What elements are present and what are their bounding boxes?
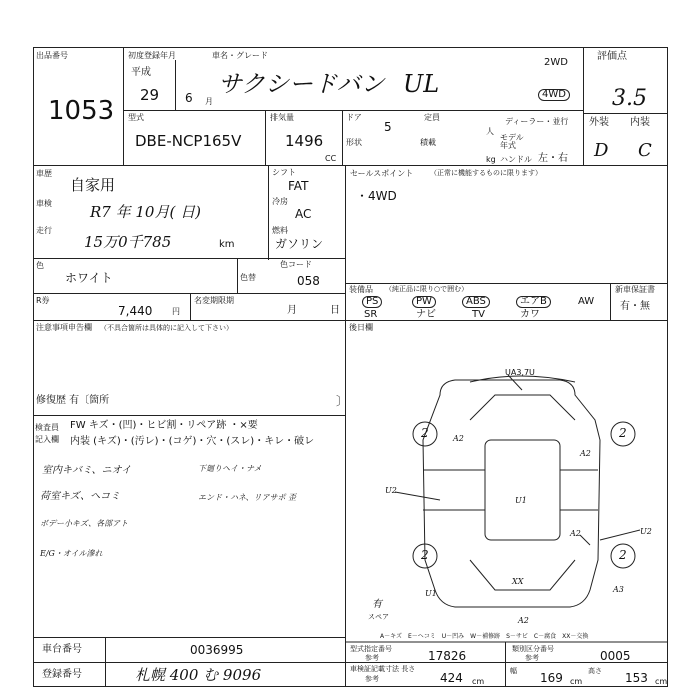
- divider: [345, 407, 346, 687]
- month-unit: 月: [205, 97, 213, 106]
- recycle: 7,440: [118, 304, 153, 318]
- mileage-label: 走行: [36, 226, 52, 235]
- equip-abs: ABS: [462, 296, 490, 308]
- equip-sr: SR: [364, 309, 378, 320]
- km-unit: km: [219, 239, 235, 250]
- width: 169: [540, 671, 563, 685]
- diagram-mark: 2: [619, 548, 627, 562]
- handle: 左・右: [538, 153, 568, 164]
- model-year-label: モデル 年式: [500, 133, 524, 150]
- era: 平成: [131, 67, 151, 78]
- yen-unit: 円: [172, 307, 180, 316]
- name-grade-label: 車名・グレード: [212, 51, 268, 60]
- diagram-legend: A－キズ E－ヘコミ U－凹み W－補修跡 S－サビ C－腐食 XX－交換: [380, 633, 589, 640]
- hand-note: ボデー小キズ、各部アト: [40, 519, 129, 528]
- shape-label: 形状: [346, 138, 362, 147]
- model-code: DBE-NCP165V: [135, 132, 242, 150]
- chassis-label: 車台番号: [42, 644, 82, 655]
- sales-sub: （正常に機能するものに限ります）: [430, 169, 542, 177]
- diagram-mark: A2: [580, 449, 591, 458]
- reg-year-label: 初度登録年月: [128, 51, 176, 60]
- color-code: 058: [297, 274, 320, 288]
- deadline-label: 名変期限期: [194, 296, 234, 305]
- repair-label: 修復歴 有〔箇所: [36, 395, 110, 406]
- reg-year: 29: [140, 86, 160, 104]
- diagram-mark: U1: [425, 589, 437, 598]
- inspection: R7 年 10月( 日): [90, 203, 201, 221]
- diagram-mark: U2: [385, 486, 397, 495]
- repair-close: 〕: [336, 394, 349, 408]
- notes-label: 注意事項申告欄: [36, 323, 92, 332]
- diagram-mark: U1: [515, 496, 527, 505]
- displacement: 1496: [285, 132, 324, 150]
- doors: 5: [384, 120, 392, 134]
- deadline-day: 日: [330, 305, 340, 316]
- divider: [33, 637, 345, 638]
- fuel: ガソリン: [275, 237, 324, 251]
- class-label: 類別区分番号: [512, 645, 554, 653]
- lot-number: 1053: [48, 96, 115, 126]
- equip-pw: PW: [412, 296, 436, 308]
- diagram-mark: 有: [372, 599, 382, 610]
- height-unit: cm: [655, 677, 668, 686]
- diagram-mark: A2: [453, 434, 464, 443]
- int-label: 内装: [630, 117, 650, 128]
- diagram-label: 後日欄: [349, 323, 373, 332]
- doors-label: ドア: [346, 113, 362, 122]
- length: 424: [440, 671, 463, 685]
- warranty-label: 新車保証書: [615, 285, 655, 294]
- inspection-label: 車検: [36, 199, 52, 208]
- color-label: 色: [36, 261, 44, 270]
- car-type: 自家用: [70, 176, 116, 194]
- width-unit: cm: [570, 677, 583, 686]
- height-label: 高さ: [588, 667, 602, 675]
- kg-label: kg: [486, 155, 496, 164]
- diagram-mark: XX: [512, 577, 524, 586]
- ac: AC: [295, 207, 312, 221]
- deadline-month: 月: [287, 305, 297, 316]
- inspect-line2: 内装 (キズ)・(汚レ)・(コゲ)・穴・(スレ)・キレ・破レ: [70, 436, 315, 447]
- equipment-label: 装備品: [349, 285, 373, 294]
- length-unit: cm: [472, 677, 485, 686]
- score: 3.5: [612, 86, 647, 111]
- mileage: 15万0千785: [84, 233, 172, 251]
- diagram-mark: 2: [619, 426, 627, 440]
- load-label: 積載: [420, 138, 436, 147]
- equip-airbag: エアB: [516, 296, 551, 308]
- grade: UL: [403, 70, 440, 98]
- class-sub: 参考: [525, 654, 539, 662]
- hand-note: 室内キバミ、ニオイ: [42, 465, 132, 476]
- diagram-mark: A2: [570, 529, 581, 538]
- model-label: 型式: [128, 113, 144, 122]
- diagram-mark: A3: [613, 585, 624, 594]
- divider: [505, 642, 506, 687]
- height: 153: [625, 671, 648, 685]
- hand-note: 下廻りヘイ・ナメ: [198, 464, 262, 473]
- sales-title: セールスポイント: [350, 169, 414, 178]
- handle-label: ハンドル: [500, 155, 532, 164]
- diagram-mark: 2: [421, 548, 429, 562]
- notes-sub: （不具合箇所は具体的に記入して下さい）: [100, 324, 233, 332]
- ext-label: 外装: [589, 117, 609, 128]
- chassis: 0036995: [190, 643, 244, 657]
- cert-sub: 参考: [365, 654, 379, 662]
- ref-label: 参考: [365, 675, 379, 683]
- length-label: 車検証記載寸法 長さ: [350, 665, 416, 673]
- reg-month: 6: [185, 91, 193, 105]
- plate-label: 登録番号: [42, 669, 82, 680]
- diagram-mark: 2: [421, 426, 429, 440]
- equipment-sub: （純正品に限り○で囲む）: [385, 285, 469, 293]
- drive-2wd: 2WD: [544, 57, 568, 68]
- color-change-label: 色替: [240, 273, 256, 282]
- drive-4wd: 4WD: [538, 89, 570, 101]
- cert: 17826: [428, 649, 467, 663]
- equip-navi: ナビ: [416, 309, 436, 320]
- ac-label: 冷房: [272, 197, 288, 206]
- cc-unit: CC: [325, 154, 337, 163]
- diagram-mark: U2: [640, 527, 652, 536]
- inspect-line1: FW キズ・(凹)・ヒビ割・リペア跡 ・×要: [70, 420, 258, 431]
- ext-grade: D: [594, 140, 609, 161]
- sales-point: ・4WD: [356, 189, 397, 203]
- diagram-mark: A2: [518, 616, 529, 625]
- diagram-mark: UA3,7U: [505, 368, 535, 377]
- equip-leather: カワ: [520, 309, 540, 320]
- dealer-label: ディーラー・並行: [505, 117, 569, 126]
- color: ホワイト: [65, 271, 113, 285]
- capacity-label: 定員: [424, 113, 440, 122]
- fuel-label: 燃料: [272, 226, 288, 235]
- score-label: 評価点: [597, 51, 627, 62]
- plate: 札幌 400 む 9096: [135, 666, 262, 684]
- shift: FAT: [288, 179, 309, 193]
- car-name: サクシードバン: [218, 70, 385, 98]
- displacement-label: 排気量: [270, 113, 294, 122]
- width-label: 幅: [510, 667, 517, 675]
- person-unit: 人: [486, 127, 494, 136]
- hand-note: エンド・ハネ、リアサポ 歪: [198, 493, 297, 502]
- divider: [33, 662, 668, 663]
- equip-aw: AW: [578, 296, 595, 307]
- hand-note: 荷室キズ、ヘコミ: [40, 491, 121, 502]
- color-code-label: 色コード: [280, 260, 312, 269]
- car-type-label: 車歴: [36, 169, 52, 178]
- diagram-mark: スペア: [368, 613, 389, 621]
- warranty: 有・無: [620, 301, 650, 312]
- divider: [105, 637, 106, 687]
- class: 0005: [600, 649, 631, 663]
- int-grade: C: [638, 140, 652, 161]
- shift-label: シフト: [272, 168, 296, 177]
- cert-label: 型式指定番号: [350, 645, 392, 653]
- recycle-label: R券: [36, 296, 50, 305]
- lot-label: 出品番号: [36, 51, 68, 60]
- equip-tv: TV: [472, 309, 485, 320]
- inspect-label: 検査員 記入欄: [35, 423, 59, 444]
- equip-ps: PS: [362, 296, 382, 308]
- hand-note: E/G・オイル滲れ: [40, 549, 103, 558]
